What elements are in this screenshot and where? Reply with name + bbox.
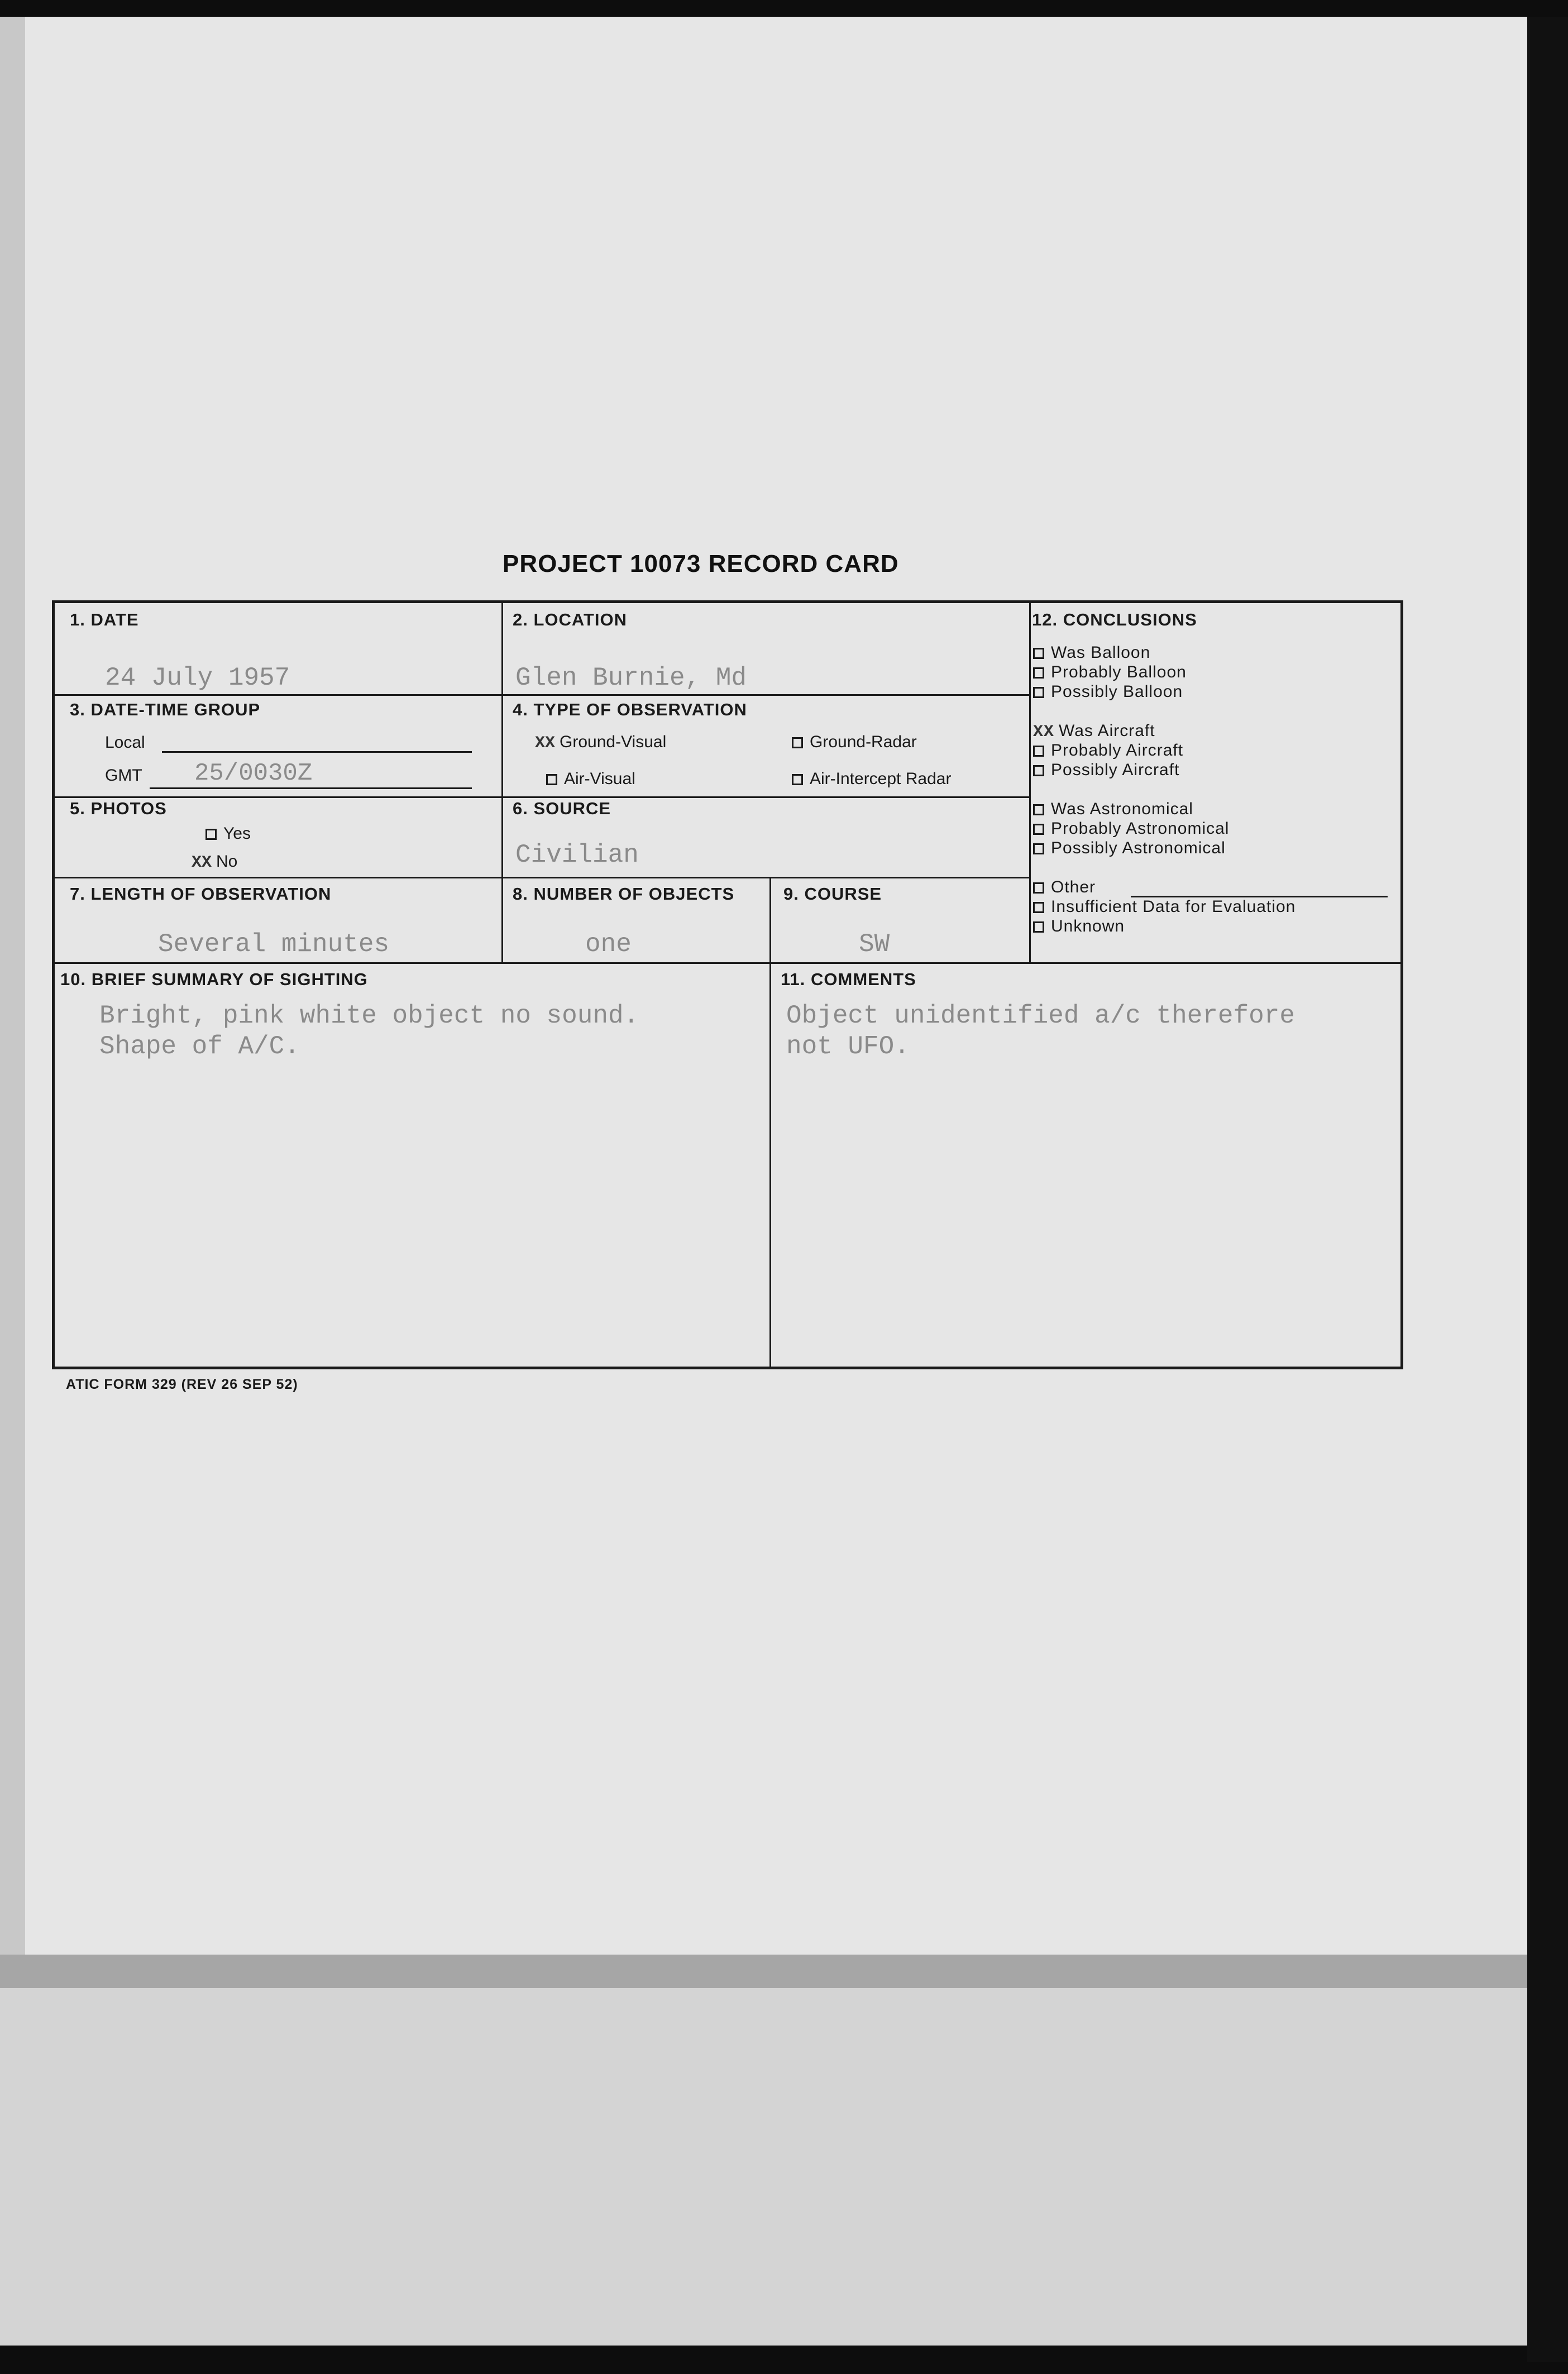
record-card-form — [52, 600, 1403, 1369]
observation-type-label: 4. TYPE OF OBSERVATION — [513, 700, 747, 719]
course-label: 9. COURSE — [783, 884, 882, 904]
comments-line-1: Object unidentified a/c therefore — [786, 1001, 1295, 1030]
form-footer: ATIC FORM 329 (REV 26 SEP 52) — [66, 1377, 298, 1392]
concl-possibly-astronomical — [1033, 839, 1226, 858]
concl-checkbox — [1033, 921, 1044, 933]
photos-yes-checkbox — [205, 829, 217, 840]
photos-no-option — [192, 852, 237, 872]
datetime-group-label: 3. DATE-TIME GROUP — [70, 700, 261, 719]
concl-was-balloon — [1033, 643, 1150, 662]
concl-checkbox — [1033, 902, 1044, 913]
concl-other — [1033, 878, 1096, 897]
concl-probably-astronomical — [1033, 819, 1229, 838]
objects-value: one — [585, 930, 632, 959]
length-value: Several minutes — [158, 930, 390, 959]
air-intercept-option — [792, 770, 951, 789]
concl-text: Possibly Astronomical — [1051, 839, 1226, 857]
concl-checkbox — [1033, 882, 1044, 894]
card-title: PROJECT 10073 RECORD CARD — [503, 550, 899, 577]
concl-text: Probably Balloon — [1051, 663, 1187, 681]
concl-text: Other — [1051, 878, 1096, 896]
concl-insufficient-data — [1033, 897, 1295, 916]
summary-line-1: Bright, pink white object no sound. — [99, 1001, 639, 1030]
concl-checkbox — [1033, 648, 1044, 659]
gmt-value: 25/0030Z — [194, 760, 313, 787]
photos-no-mark: XX — [192, 853, 212, 872]
conclusions-label: 12. CONCLUSIONS — [1032, 610, 1197, 629]
photos-yes-text: Yes — [223, 824, 251, 843]
scan-shadow-band — [0, 1955, 1568, 1988]
photos-label: 5. PHOTOS — [70, 799, 167, 818]
concl-text: Was Balloon — [1051, 643, 1151, 662]
air-intercept-checkbox — [792, 774, 803, 785]
concl-checkbox — [1033, 667, 1044, 679]
rule-col-b — [1029, 603, 1031, 964]
ground-visual-mark: XX — [535, 734, 556, 753]
concl-unknown — [1033, 917, 1125, 936]
gmt-underline — [150, 787, 472, 789]
concl-checkbox — [1033, 804, 1044, 815]
scan-lower-strip — [0, 1955, 1541, 2346]
ground-radar-text: Ground-Radar — [810, 733, 917, 751]
concl-was-astronomical — [1033, 800, 1193, 819]
concl-probably-balloon — [1033, 663, 1187, 682]
gmt-label: GMT — [105, 766, 142, 785]
summary-label: 10. BRIEF SUMMARY OF SIGHTING — [60, 969, 368, 989]
concl-text: Insufficient Data for Evaluation — [1051, 897, 1296, 916]
rule-col-c — [769, 877, 771, 1369]
concl-probably-aircraft — [1033, 741, 1183, 760]
source-label: 6. SOURCE — [513, 799, 611, 818]
concl-text: Was Astronomical — [1051, 800, 1193, 818]
concl-text: Unknown — [1051, 917, 1125, 935]
air-visual-text: Air-Visual — [564, 770, 635, 788]
summary-line-2: Shape of A/C. — [99, 1032, 300, 1061]
ground-visual-option — [535, 733, 666, 753]
rule-row1 — [55, 694, 1029, 696]
concl-text: Probably Astronomical — [1051, 819, 1230, 838]
scan-right-edge — [1527, 17, 1568, 2362]
course-value: SW — [859, 930, 890, 959]
source-value: Civilian — [515, 840, 639, 870]
ground-visual-text: Ground-Visual — [560, 733, 667, 751]
comments-label: 11. COMMENTS — [781, 969, 916, 989]
date-label: 1. DATE — [70, 610, 139, 629]
air-intercept-text: Air-Intercept Radar — [810, 770, 952, 788]
photos-no-text: No — [216, 852, 238, 871]
concl-checkbox — [1033, 765, 1044, 776]
comments-line-2: not UFO. — [786, 1032, 910, 1061]
local-underline — [162, 751, 472, 753]
concl-possibly-aircraft — [1033, 761, 1179, 780]
concl-text: Was Aircraft — [1059, 722, 1155, 740]
air-visual-checkbox — [546, 774, 557, 785]
concl-checkbox — [1033, 824, 1044, 835]
rule-row2 — [55, 796, 1029, 798]
concl-checkbox — [1033, 687, 1044, 698]
location-label: 2. LOCATION — [513, 610, 628, 629]
objects-label: 8. NUMBER OF OBJECTS — [513, 884, 735, 904]
rule-row4 — [55, 962, 1403, 964]
concl-text: Possibly Balloon — [1051, 682, 1183, 701]
location-value: Glen Burnie, Md — [515, 663, 747, 692]
photos-yes-option — [205, 824, 251, 843]
length-label: 7. LENGTH OF OBSERVATION — [70, 884, 332, 904]
concl-possibly-balloon — [1033, 682, 1183, 701]
concl-text: Probably Aircraft — [1051, 741, 1184, 760]
rule-row3 — [55, 877, 1029, 878]
concl-was-aircraft — [1033, 722, 1155, 742]
concl-checked-mark: XX — [1033, 723, 1055, 742]
local-label: Local — [105, 733, 145, 752]
concl-checkbox — [1033, 843, 1044, 854]
concl-checkbox — [1033, 746, 1044, 757]
air-visual-option — [546, 770, 635, 789]
rule-col-a — [501, 603, 503, 964]
ground-radar-checkbox — [792, 737, 803, 748]
date-value: 24 July 1957 — [105, 663, 290, 692]
concl-text: Possibly Aircraft — [1051, 761, 1180, 779]
ground-radar-option — [792, 733, 917, 752]
